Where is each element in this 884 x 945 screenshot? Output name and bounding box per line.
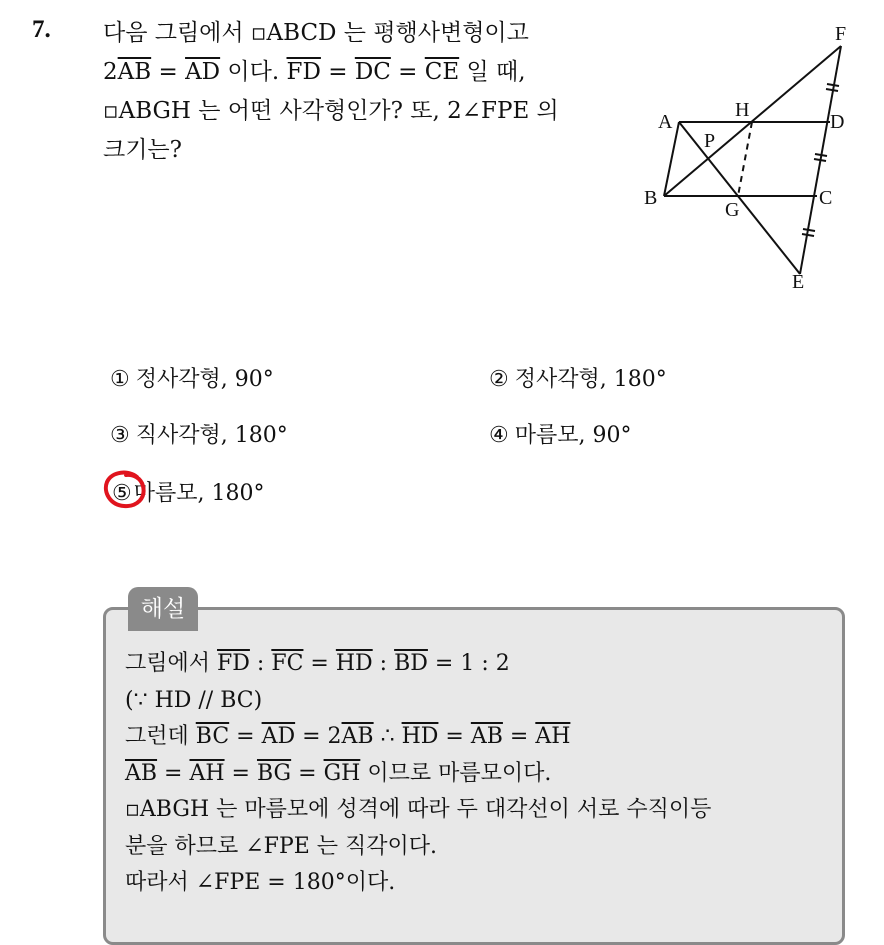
solution-line [125, 829, 711, 866]
segment-dc: $\overline{DC}$ [354, 59, 391, 85]
label-b: B [644, 187, 658, 209]
text-segment: = [291, 760, 324, 786]
segment-ab: $\overline{AB}$ [117, 59, 152, 85]
solution-line [125, 719, 711, 756]
question-line [103, 53, 559, 92]
solution-text [125, 646, 711, 902]
label-h: H [735, 99, 750, 121]
tick-mark [815, 154, 827, 156]
segment-bd: $\overline{BD}$ [394, 651, 428, 676]
text-segment: 그런데 [125, 724, 196, 749]
label-p: P [704, 130, 716, 152]
geometry-figure [640, 14, 860, 304]
question-number: 7. [32, 16, 51, 43]
text-segment: : [249, 651, 272, 676]
label-e: E [792, 271, 805, 293]
text-segment: ∴ [373, 724, 402, 749]
choice-number: ④ [489, 423, 509, 448]
segment-hg-line [738, 122, 752, 196]
text-segment: 따라서 ∠FPE = 180°이다. [125, 870, 396, 895]
choice-number: ① [110, 367, 130, 392]
segment-hd: $\overline{HD}$ [335, 651, 373, 676]
text-segment: = [320, 59, 355, 85]
text-segment: 그림에서 [125, 651, 218, 676]
text-segment: = [151, 59, 186, 85]
text-segment: = 2 [295, 724, 342, 749]
text-segment: (∵ HD // BC) [125, 687, 263, 713]
question-line-text: ▫ABGH 는 어떤 사각형인가? 또, 2∠FPE 의 [103, 98, 559, 124]
segment-ab: $\overline{AB}$ [341, 724, 374, 749]
segment-fc: $\overline{FC}$ [271, 651, 304, 676]
tick-mark [814, 159, 826, 161]
segment-ce: $\overline{CE}$ [424, 59, 460, 85]
tick-mark [803, 229, 815, 231]
choice-text: 정사각형, 90° [135, 367, 274, 392]
text-segment: 이다. [220, 59, 287, 85]
tick-mark [827, 84, 839, 86]
choice-number: ③ [110, 423, 130, 448]
solution-tag: 해설 [128, 587, 198, 631]
answer-circle-mark [102, 468, 148, 510]
choice-text: 정사각형, 180° [514, 367, 667, 392]
choice-1[interactable] [110, 362, 274, 393]
label-g: G [725, 199, 740, 221]
label-d: D [830, 111, 845, 133]
text-segment: = [390, 59, 425, 85]
choice-number: ⑤ [112, 481, 132, 506]
label-a: A [658, 111, 673, 133]
question-line-text: 다음 그림에서 ▫ABCD 는 평행사변형이고 [103, 20, 529, 46]
text-segment: = [438, 724, 471, 749]
segment-bc: $\overline{BC}$ [195, 724, 230, 749]
solution-line [125, 646, 711, 683]
choice-text: 직사각형, 180° [135, 423, 288, 448]
tick-mark [826, 89, 838, 91]
text-segment: = [303, 651, 336, 676]
text-segment: = [229, 724, 262, 749]
choice-3[interactable] [110, 418, 288, 449]
text-segment: = 1 : 2 [427, 651, 510, 676]
tick-mark [802, 234, 814, 236]
text-segment: 일 때, [459, 59, 526, 85]
text-segment: = [502, 724, 536, 749]
label-f: F [835, 23, 847, 45]
solution-line [125, 756, 711, 793]
solution-line [125, 683, 711, 720]
segment-ae-line [679, 122, 800, 274]
question-line [103, 14, 559, 53]
text-segment: 이므로 마름모이다. [360, 760, 552, 786]
solution-line [125, 792, 711, 829]
segment-ab: $\overline{AB}$ [125, 760, 158, 786]
choice-number: ② [489, 367, 509, 392]
segment-ah: $\overline{AH}$ [535, 724, 571, 749]
segment-fd: $\overline{FD}$ [217, 651, 250, 676]
solution-line [125, 865, 711, 902]
label-c: C [819, 187, 833, 209]
choice-text: 마름모, 90° [514, 423, 632, 448]
text-segment: ▫ABGH 는 마름모에 성격에 따라 두 대각선이 서로 수직이등 [125, 797, 712, 822]
question-line [103, 131, 559, 170]
segment-gh: $\overline{GH}$ [323, 760, 361, 786]
segment-ah: $\overline{AH}$ [189, 760, 225, 786]
text-segment: 2 [103, 59, 118, 85]
choice-text: 마름모, 180° [133, 481, 265, 506]
choice-4[interactable] [489, 418, 631, 449]
choice-2[interactable] [489, 362, 667, 393]
question-line [103, 92, 559, 131]
segment-bg: $\overline{BG}$ [256, 760, 292, 786]
segment-ad: $\overline{AD}$ [261, 724, 296, 749]
question-line-text: 크기는? [103, 137, 182, 163]
text-segment: : [372, 651, 395, 676]
segment-fd: $\overline{FD}$ [286, 59, 321, 85]
segment-ad: $\overline{AD}$ [185, 59, 221, 85]
text-segment: = [157, 760, 190, 786]
text-segment: = [224, 760, 257, 786]
text-segment: 분을 하므로 ∠FPE 는 직각이다. [125, 833, 438, 859]
segment-hd: $\overline{HD}$ [401, 724, 439, 749]
question-text [103, 14, 559, 170]
segment-ab: $\overline{AB}$ [470, 724, 503, 749]
